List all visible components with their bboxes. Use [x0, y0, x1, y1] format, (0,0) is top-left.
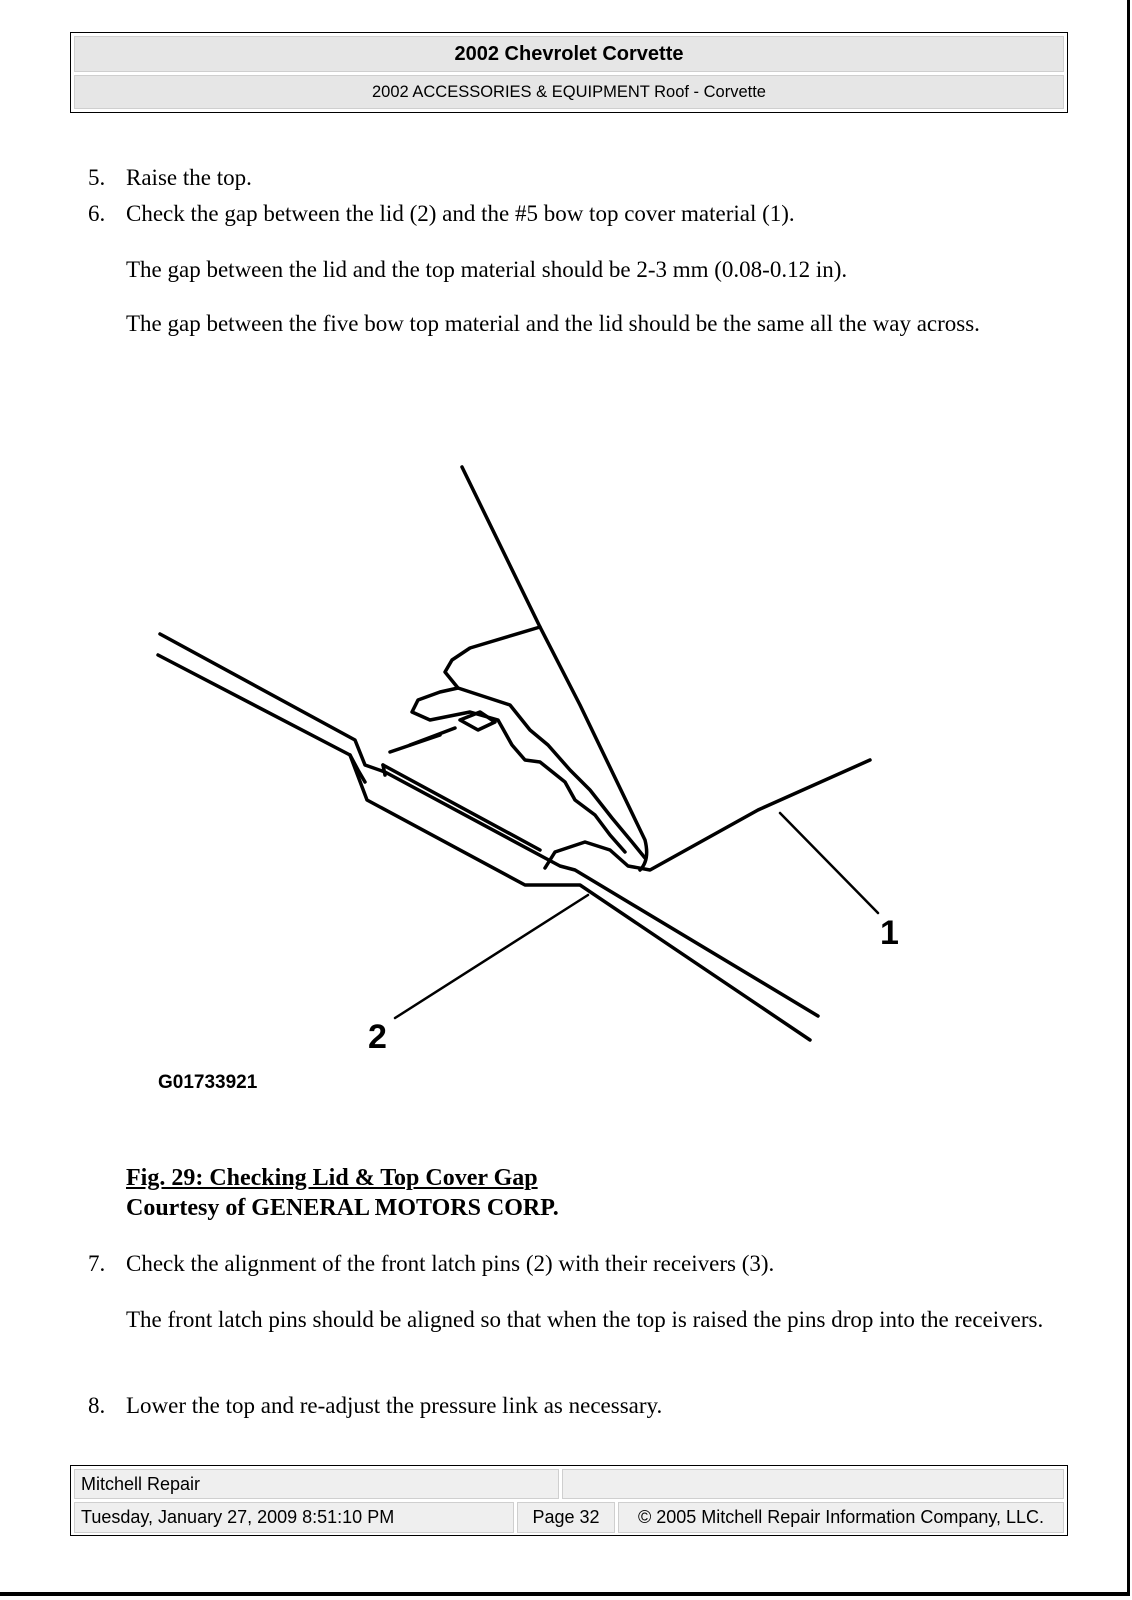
- step-number: 8.: [88, 1393, 106, 1418]
- document-title: 2002 Chevrolet Corvette: [74, 36, 1064, 72]
- footer-source: Mitchell Repair: [74, 1469, 559, 1499]
- footer-empty-cell: [562, 1469, 1064, 1499]
- footer-page-number: Page 32: [517, 1502, 615, 1533]
- image-code: G01733921: [158, 1072, 258, 1093]
- step-number: 7.: [88, 1251, 106, 1276]
- latch-pins-paragraph: The front latch pins should be aligned so that when the top is raised the pins drop into the receivers.: [126, 1307, 1044, 1332]
- document-header: [70, 32, 1068, 113]
- caption-credit: Courtesy of GENERAL MOTORS CORP.: [126, 1195, 559, 1221]
- document-subtitle: 2002 ACCESSORIES & EQUIPMENT Roof - Corvette: [74, 75, 1064, 109]
- step-text: Check the gap between the lid (2) and the #5 bow top cover material (1).: [126, 201, 795, 226]
- bow-outer-edge: [462, 467, 647, 870]
- document-footer: [70, 1465, 1068, 1536]
- leader-line-1: [780, 813, 878, 913]
- footer-timestamp: Tuesday, January 27, 2009 8:51:10 PM: [74, 1502, 514, 1533]
- gap-spec-paragraph: The gap between the lid and the top material should be 2-3 mm (0.08-0.12 in).: [126, 257, 848, 282]
- gap-uniform-paragraph: The gap between the five bow top material and the lid should be the same all the way across.: [126, 311, 980, 336]
- callout-1: 1: [880, 914, 899, 952]
- callout-2: 2: [368, 1018, 387, 1056]
- step-text: Raise the top.: [126, 165, 252, 190]
- step-text: Lower the top and re-adjust the pressure link as necessary.: [126, 1393, 663, 1418]
- leader-line-2: [395, 895, 588, 1018]
- footer-copyright: © 2005 Mitchell Repair Information Company, LLC.: [618, 1502, 1064, 1533]
- step-number: 6.: [88, 201, 106, 226]
- lid-gap-diagram: [150, 455, 890, 1100]
- figure-caption: [126, 1163, 559, 1223]
- caption-title: Fig. 29: Checking Lid & Top Cover Gap: [126, 1165, 538, 1191]
- step-text: Check the alignment of the front latch pins (2) with their receivers (3).: [126, 1251, 775, 1276]
- step-number: 5.: [88, 165, 106, 190]
